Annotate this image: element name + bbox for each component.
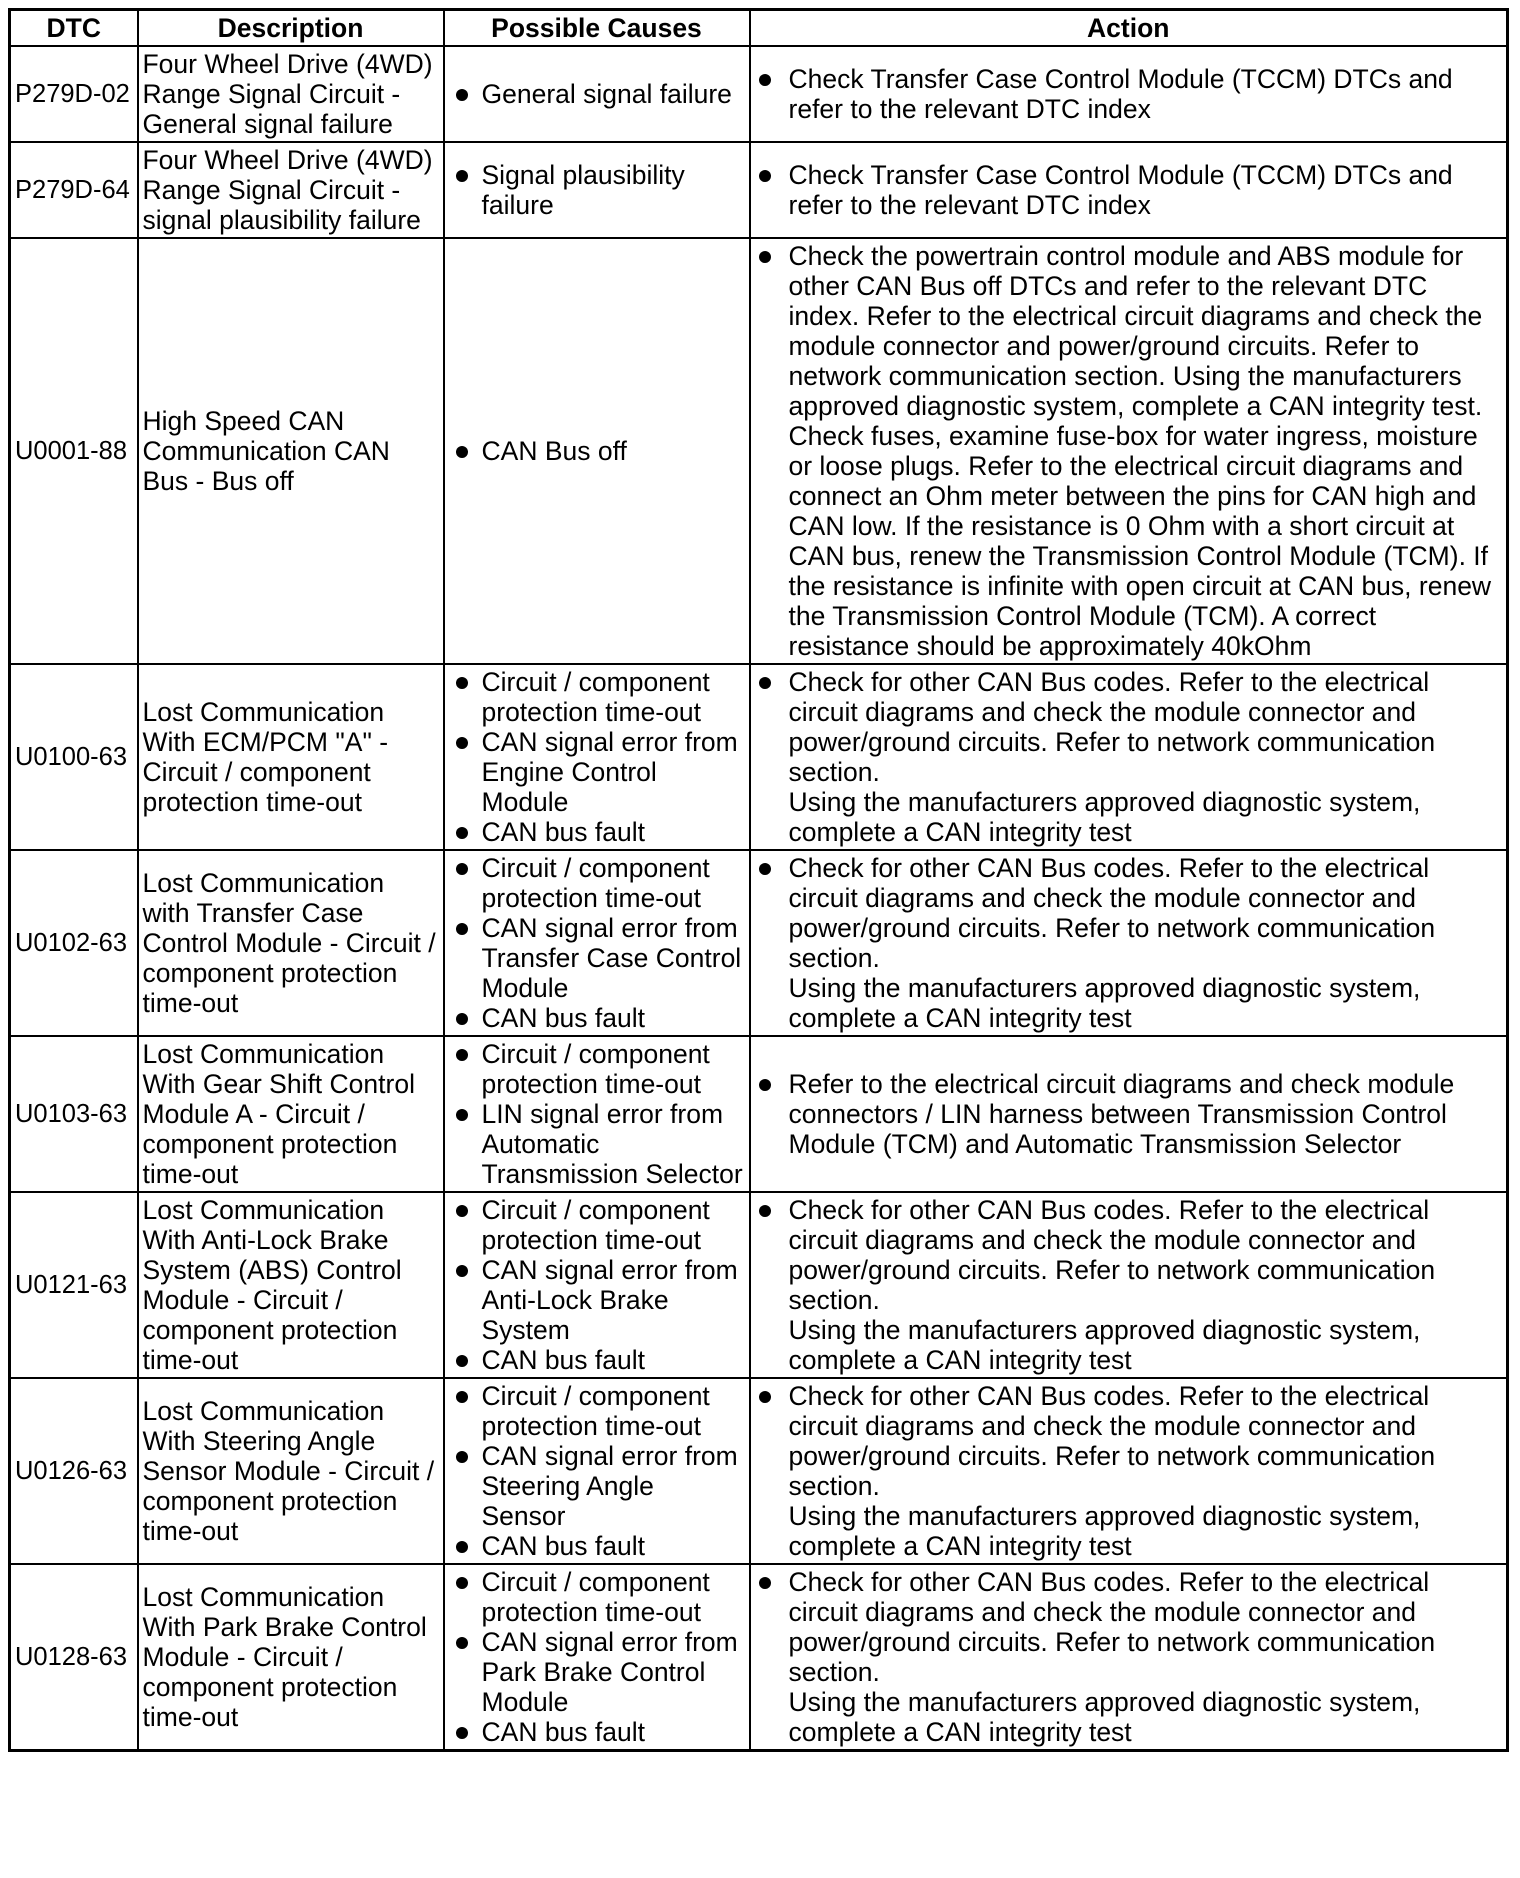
cause-item: CAN Bus off — [449, 436, 745, 466]
action-item: Check for other CAN Bus codes. Refer to the electrical circuit diagrams and check the module connector and power/ground circuits. Refer to network communication section. — [755, 1381, 1503, 1501]
possible-causes-cell — [444, 850, 750, 1036]
action-cell — [750, 1564, 1508, 1751]
header-dtc: DTC — [10, 10, 138, 47]
header-description: Description — [138, 10, 444, 47]
cause-item: CAN bus fault — [449, 817, 745, 847]
cause-item: Circuit / component protection time-out — [449, 1381, 745, 1441]
possible-causes-cell — [444, 1564, 750, 1751]
actions-list — [755, 667, 1503, 787]
action-cell — [750, 46, 1508, 142]
cause-item: Circuit / component protection time-out — [449, 667, 745, 727]
action-note: Using the manufacturers approved diagnostic system, complete a CAN integrity test — [788, 1687, 1421, 1747]
cause-item: CAN bus fault — [449, 1345, 745, 1375]
dtc-code: U0001-88 — [10, 238, 138, 664]
cause-item: Circuit / component protection time-out — [449, 853, 745, 913]
cause-item: Signal plausibility failure — [449, 160, 745, 220]
action-item: Check for other CAN Bus codes. Refer to the electrical circuit diagrams and check the module connector and power/ground circuits. Refer to network communication section. — [755, 853, 1503, 973]
action-item: Check for other CAN Bus codes. Refer to the electrical circuit diagrams and check the module connector and power/ground circuits. Refer to network communication section. — [755, 1195, 1503, 1315]
action-item: Check for other CAN Bus codes. Refer to the electrical circuit diagrams and check the module connector and power/ground circuits. Refer to network communication section. — [755, 1567, 1503, 1687]
causes-list — [449, 667, 745, 847]
dtc-code: U0121-63 — [10, 1192, 138, 1378]
action-cell — [750, 664, 1508, 850]
cause-item: CAN signal error from Park Brake Control Module — [449, 1627, 745, 1717]
possible-causes-cell — [444, 142, 750, 238]
cause-item: CAN bus fault — [449, 1717, 745, 1747]
table-row — [10, 1378, 1508, 1564]
cause-item: CAN bus fault — [449, 1003, 745, 1033]
actions-list — [755, 853, 1503, 973]
table-row — [10, 664, 1508, 850]
cause-item: General signal failure — [449, 79, 745, 109]
possible-causes-cell — [444, 1036, 750, 1192]
table-row — [10, 142, 1508, 238]
cause-item: CAN signal error from Transfer Case Control Module — [449, 913, 745, 1003]
table-row — [10, 1036, 1508, 1192]
possible-causes-cell — [444, 1378, 750, 1564]
cause-item: CAN bus fault — [449, 1531, 745, 1561]
causes-list — [449, 1381, 745, 1561]
header-possible-causes: Possible Causes — [444, 10, 750, 47]
actions-list — [755, 1381, 1503, 1501]
cause-item: Circuit / component protection time-out — [449, 1567, 745, 1627]
possible-causes-cell — [444, 664, 750, 850]
actions-list — [755, 241, 1503, 661]
action-note: Using the manufacturers approved diagnostic system, complete a CAN integrity test — [788, 787, 1421, 847]
cause-item: Circuit / component protection time-out — [449, 1039, 745, 1099]
action-item: Check Transfer Case Control Module (TCCM) DTCs and refer to the relevant DTC index — [755, 160, 1503, 220]
action-item: Check for other CAN Bus codes. Refer to the electrical circuit diagrams and check the module connector and power/ground circuits. Refer to network communication section. — [755, 667, 1503, 787]
dtc-code: P279D-02 — [10, 46, 138, 142]
action-note: Using the manufacturers approved diagnostic system, complete a CAN integrity test — [788, 1315, 1421, 1375]
dtc-code: U0128-63 — [10, 1564, 138, 1751]
action-item: Refer to the electrical circuit diagrams and check module connectors / LIN harness between Transmission Control Module (TCM) and Automatic Transmission Selector — [755, 1069, 1503, 1159]
cause-item: CAN signal error from Anti-Lock Brake System — [449, 1255, 745, 1345]
actions-list — [755, 1195, 1503, 1315]
dtc-description: Lost Communication With Gear Shift Control Module A - Circuit / component protection time-out — [138, 1036, 444, 1192]
actions-list — [755, 64, 1503, 124]
possible-causes-cell — [444, 1192, 750, 1378]
cause-item: LIN signal error from Automatic Transmission Selector — [449, 1099, 745, 1189]
header-action: Action — [750, 10, 1508, 47]
dtc-description: Four Wheel Drive (4WD) Range Signal Circuit - General signal failure — [138, 46, 444, 142]
possible-causes-cell — [444, 238, 750, 664]
table-body — [10, 46, 1508, 1751]
dtc-code: U0100-63 — [10, 664, 138, 850]
action-note: Using the manufacturers approved diagnostic system, complete a CAN integrity test — [788, 973, 1421, 1033]
causes-list — [449, 1039, 745, 1189]
causes-list — [449, 160, 745, 220]
actions-list — [755, 1567, 1503, 1687]
dtc-code: U0102-63 — [10, 850, 138, 1036]
table-row — [10, 238, 1508, 664]
action-item: Check the powertrain control module and ABS module for other CAN Bus off DTCs and refer to the relevant DTC index. Refer to the electrical circuit diagrams and check the module connector and power/ground circuits. Refer to network communication section. Using the manufacturers approved diagnostic system, complete a CAN integrity test. Check fuses, examine fuse-box for water ingress, moisture or loose plugs. Refer to the electrical circuit diagrams and connect an Ohm meter between the pins for CAN high and CAN low. If the resistance is 0 Ohm with a short circuit at CAN bus, renew the Transmission Control Module (TCM). If the resistance is infinite with open circuit at CAN bus, renew the Transmission Control Module (TCM). A correct resistance should be approximately 40kOhm — [755, 241, 1503, 661]
dtc-description: Lost Communication With Steering Angle Sensor Module - Circuit / component protection time-out — [138, 1378, 444, 1564]
header-row — [10, 10, 1508, 47]
causes-list — [449, 853, 745, 1033]
table-row — [10, 850, 1508, 1036]
action-note: Using the manufacturers approved diagnostic system, complete a CAN integrity test — [788, 1501, 1421, 1561]
table-row — [10, 46, 1508, 142]
dtc-code: P279D-64 — [10, 142, 138, 238]
causes-list — [449, 1195, 745, 1375]
action-cell — [750, 238, 1508, 664]
cause-item: CAN signal error from Steering Angle Sensor — [449, 1441, 745, 1531]
table-row — [10, 1192, 1508, 1378]
dtc-table — [8, 8, 1509, 1752]
action-cell — [750, 1036, 1508, 1192]
action-cell — [750, 1192, 1508, 1378]
dtc-description: Lost Communication With Anti-Lock Brake System (ABS) Control Module - Circuit / component protection time-out — [138, 1192, 444, 1378]
action-cell — [750, 142, 1508, 238]
actions-list — [755, 160, 1503, 220]
table-row — [10, 1564, 1508, 1751]
action-cell — [750, 850, 1508, 1036]
causes-list — [449, 436, 745, 466]
dtc-description: Lost Communication With ECM/PCM "A" - Circuit / component protection time-out — [138, 664, 444, 850]
action-item: Check Transfer Case Control Module (TCCM) DTCs and refer to the relevant DTC index — [755, 64, 1503, 124]
action-cell — [750, 1378, 1508, 1564]
dtc-description: High Speed CAN Communication CAN Bus - Bus off — [138, 238, 444, 664]
possible-causes-cell — [444, 46, 750, 142]
dtc-document — [8, 8, 1506, 1752]
causes-list — [449, 79, 745, 109]
dtc-description: Lost Communication With Park Brake Control Module - Circuit / component protection time-out — [138, 1564, 444, 1751]
causes-list — [449, 1567, 745, 1747]
dtc-description: Lost Communication with Transfer Case Control Module - Circuit / component protection time-out — [138, 850, 444, 1036]
dtc-code: U0126-63 — [10, 1378, 138, 1564]
cause-item: CAN signal error from Engine Control Module — [449, 727, 745, 817]
cause-item: Circuit / component protection time-out — [449, 1195, 745, 1255]
dtc-description: Four Wheel Drive (4WD) Range Signal Circuit - signal plausibility failure — [138, 142, 444, 238]
dtc-code: U0103-63 — [10, 1036, 138, 1192]
actions-list — [755, 1069, 1503, 1159]
